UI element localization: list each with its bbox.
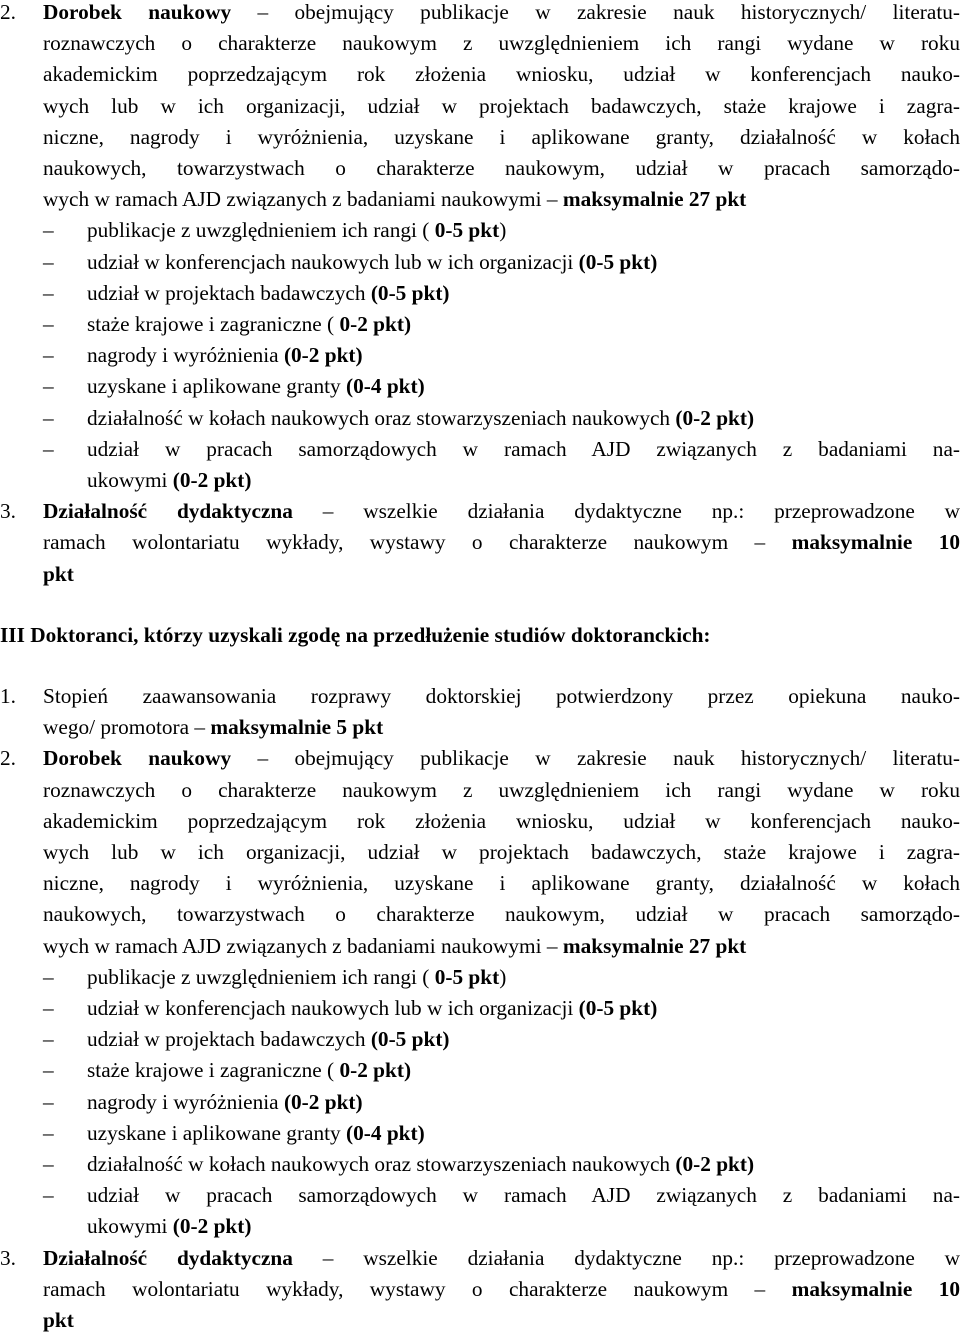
- block1-criteria-item: [0, 309, 960, 340]
- criteria-text: ukowymi: [87, 468, 173, 492]
- stopien-line: [0, 712, 960, 743]
- criteria-text: staże krajowe i zagraniczne (: [87, 312, 340, 336]
- block1-dydaktyka-line: [0, 527, 960, 558]
- block2-dydaktyka-line: [0, 1243, 960, 1274]
- block1-dorobek-line: [0, 122, 960, 153]
- criteria-points: (0-5 pkt): [370, 1027, 450, 1052]
- criteria-text: ukowymi: [87, 1214, 173, 1239]
- dash-bullet: –: [43, 436, 54, 461]
- bold-text: maksymalnie 27 pkt: [562, 933, 747, 958]
- criteria-text: ): [499, 218, 507, 243]
- heading-text: III Doktoranci, którzy uzyskali zgodę na przedłużenie studiów doktoranckich:: [0, 622, 711, 647]
- criteria-points: (0-2 pkt): [675, 405, 755, 430]
- section-heading: [0, 620, 960, 651]
- block2-dorobek-line: [0, 743, 960, 774]
- bold-text: maksymalnie 27 pkt: [562, 187, 747, 212]
- dash-bullet: –: [43, 1183, 54, 1208]
- criteria-points: (0-5 pkt): [578, 249, 658, 274]
- block1-criteria-item: [0, 215, 960, 246]
- text: naukowych, towarzystwach o charakterze naukowym, udział w pracach samorządo-: [43, 156, 960, 180]
- block1-criteria-item-cont: [0, 465, 960, 496]
- block2-criteria-item: [0, 962, 960, 993]
- dash-bullet: –: [43, 249, 54, 274]
- block2-criteria-item: [0, 1118, 960, 1149]
- list-number: 3.: [0, 499, 16, 524]
- block2-dorobek-line: [0, 931, 960, 962]
- text: ramach wolontariatu wykłady, wystawy o charakterze naukowym –: [43, 1276, 792, 1301]
- criteria-points: 0-2 pkt): [339, 1058, 412, 1083]
- block1-dorobek-line: [0, 0, 960, 28]
- bold-text: Dorobek naukowy: [43, 0, 232, 24]
- block2-dorobek-line: [0, 868, 960, 899]
- dash-bullet: –: [43, 312, 54, 336]
- dash-bullet: –: [43, 1152, 54, 1176]
- criteria-text: udział w projektach badawczych: [87, 280, 371, 305]
- dash-bullet: –: [43, 1089, 54, 1114]
- block2-criteria-item: [0, 1087, 960, 1118]
- text: ramach wolontariatu wykłady, wystawy o charakterze naukowym –: [43, 530, 792, 555]
- block2-dydaktyka-line: [0, 1274, 960, 1305]
- criteria-text: udział w projektach badawczych: [87, 1027, 371, 1052]
- bold-text: Dorobek naukowy: [43, 746, 232, 771]
- text: – obejmujący publikacje w zakresie nauk historycznych/ literatu-: [231, 0, 960, 24]
- text: Stopień zaawansowania rozprawy doktorskiej potwierdzony przez opiekuna nauko-: [43, 684, 960, 708]
- text: roznawczych o charakterze naukowym z uwzględnieniem ich rangi wydane w roku: [43, 31, 960, 56]
- text: wych w ramach AJD związanych z badaniami naukowymi –: [43, 933, 563, 958]
- criteria-text: nagrody i wyróżnienia: [87, 343, 284, 368]
- criteria-points: 0-2 pkt): [339, 312, 412, 336]
- dash-bullet: –: [43, 996, 54, 1020]
- dash-bullet: –: [43, 280, 54, 305]
- block1-criteria-item: [0, 340, 960, 371]
- criteria-points: 0-5 pkt: [434, 218, 500, 243]
- block1-criteria-item: [0, 434, 960, 465]
- criteria-text: działalność w kołach naukowych oraz stowarzyszeniach naukowych: [87, 1152, 676, 1176]
- list-number: 1.: [0, 684, 16, 708]
- criteria-text: uzyskane i aplikowane granty: [87, 374, 347, 399]
- dash-bullet: –: [43, 1058, 54, 1083]
- criteria-text: publikacje z uwzględnieniem ich rangi (: [87, 218, 435, 243]
- block2-criteria-item: [0, 1024, 960, 1055]
- text: – wszelkie działania dydaktyczne np.: przeprowadzone w: [292, 499, 960, 524]
- text: niczne, nagrody i wyróżnienia, uzyskane i aplikowane granty, działalność w kołach: [43, 124, 960, 149]
- criteria-text: nagrody i wyróżnienia: [87, 1089, 284, 1114]
- dash-bullet: –: [43, 218, 54, 243]
- text: wych lub w ich organizacji, udział w projektach badawczych, staże krajowe i zagra-: [43, 93, 960, 118]
- block1-dydaktyka-line: [0, 559, 960, 590]
- criteria-points: (0-4 pkt): [346, 374, 425, 399]
- bold-text: Działalność dydaktyczna: [43, 499, 293, 524]
- dash-bullet: –: [43, 405, 54, 430]
- bold-text: maksymalnie 10: [791, 530, 960, 555]
- block2-dorobek-line: [0, 837, 960, 868]
- dash-bullet: –: [43, 1027, 54, 1052]
- dash-bullet: –: [43, 964, 54, 989]
- criteria-points: (0-2 pkt): [172, 468, 252, 492]
- criteria-points: (0-2 pkt): [283, 1089, 363, 1114]
- list-number: 2.: [0, 746, 16, 771]
- block2-dorobek-line: [0, 899, 960, 930]
- text: wego/ promotora –: [43, 715, 211, 740]
- dash-bullet: –: [43, 1120, 54, 1145]
- criteria-text: publikacje z uwzględnieniem ich rangi (: [87, 964, 435, 989]
- bold-text: maksymalnie 5 pkt: [210, 715, 384, 740]
- block1-criteria-item: [0, 278, 960, 309]
- criteria-points: (0-2 pkt): [172, 1214, 252, 1239]
- bold-text: pkt: [43, 561, 74, 586]
- criteria-text: ): [499, 964, 507, 989]
- block1-dorobek-line: [0, 153, 960, 184]
- block1-dydaktyka-line: [0, 496, 960, 527]
- bold-text: maksymalnie 10: [791, 1276, 960, 1301]
- criteria-points: (0-5 pkt): [370, 280, 450, 305]
- criteria-text: uzyskane i aplikowane granty: [87, 1120, 347, 1145]
- criteria-text: udział w konferencjach naukowych lub w ich organizacji: [87, 249, 579, 274]
- block2-dorobek-line: [0, 775, 960, 806]
- stopien-line: [0, 681, 960, 712]
- block2-criteria-item: [0, 1180, 960, 1211]
- criteria-text: udział w pracach samorządowych w ramach AJD związanych z badaniami na-: [87, 436, 960, 461]
- criteria-text: udział w pracach samorządowych w ramach AJD związanych z badaniami na-: [87, 1183, 960, 1208]
- criteria-text: staże krajowe i zagraniczne (: [87, 1058, 340, 1083]
- block2-dorobek-line: [0, 806, 960, 837]
- text: roznawczych o charakterze naukowym z uwzględnieniem ich rangi wydane w roku: [43, 777, 960, 802]
- block2-criteria-item-cont: [0, 1211, 960, 1242]
- text: wych lub w ich organizacji, udział w projektach badawczych, staże krajowe i zagra-: [43, 840, 960, 864]
- bold-text: Działalność dydaktyczna: [43, 1245, 293, 1270]
- block2-criteria-item: [0, 1055, 960, 1086]
- criteria-points: (0-2 pkt): [675, 1152, 755, 1176]
- block2-criteria-item: [0, 993, 960, 1024]
- text: wych w ramach AJD związanych z badaniami naukowymi –: [43, 187, 563, 212]
- criteria-points: (0-5 pkt): [578, 996, 658, 1020]
- block1-dorobek-line: [0, 184, 960, 215]
- block2-dydaktyka-line: [0, 1305, 960, 1336]
- text: niczne, nagrody i wyróżnienia, uzyskane i aplikowane granty, działalność w kołach: [43, 871, 960, 896]
- dash-bullet: –: [43, 343, 54, 368]
- criteria-text: udział w konferencjach naukowych lub w ich organizacji: [87, 996, 579, 1020]
- block2-criteria-item: [0, 1149, 960, 1180]
- text: akademickim poprzedzającym rok złożenia wniosku, udział w konferencjach nauko-: [43, 808, 960, 833]
- block1-dorobek-line: [0, 28, 960, 59]
- list-number: 2.: [0, 0, 16, 24]
- list-number: 3.: [0, 1245, 16, 1270]
- text: naukowych, towarzystwach o charakterze naukowym, udział w pracach samorządo-: [43, 902, 960, 927]
- text: – wszelkie działania dydaktyczne np.: przeprowadzone w: [292, 1245, 960, 1270]
- criteria-points: 0-5 pkt: [434, 964, 500, 989]
- dash-bullet: –: [43, 374, 54, 399]
- block1-criteria-item: [0, 403, 960, 434]
- criteria-text: działalność w kołach naukowych oraz stowarzyszeniach naukowych: [87, 405, 676, 430]
- block1-criteria-item: [0, 371, 960, 402]
- criteria-points: (0-4 pkt): [346, 1120, 425, 1145]
- block1-criteria-item: [0, 247, 960, 278]
- block1-dorobek-line: [0, 91, 960, 122]
- criteria-points: (0-2 pkt): [283, 343, 363, 368]
- text: akademickim poprzedzającym rok złożenia wniosku, udział w konferencjach nauko-: [43, 62, 960, 87]
- block1-dorobek-line: [0, 59, 960, 90]
- text: – obejmujący publikacje w zakresie nauk historycznych/ literatu-: [231, 746, 960, 771]
- bold-text: pkt: [43, 1308, 74, 1332]
